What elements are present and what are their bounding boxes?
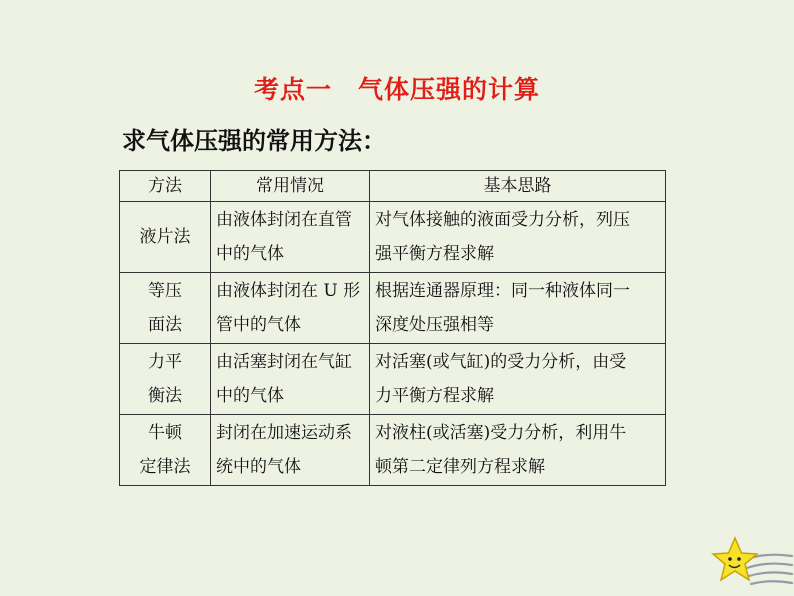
star-eye-right bbox=[737, 557, 741, 561]
idea-line: 对液柱(或活塞)受力分析，利用牛 bbox=[375, 423, 627, 443]
idea-line: 力平衡方程求解 bbox=[375, 386, 494, 406]
method-text: 衡法 bbox=[148, 386, 182, 406]
method-cell bbox=[120, 415, 211, 486]
idea-cell bbox=[370, 202, 666, 273]
case-line: 封闭在加速运动系 bbox=[216, 423, 352, 443]
method-text: 面法 bbox=[148, 315, 182, 335]
method-text: 定律法 bbox=[139, 457, 191, 477]
case-line: 中的气体 bbox=[216, 386, 284, 406]
method-text: 等压 bbox=[148, 281, 182, 301]
idea-line: 顿第二定律列方程求解 bbox=[375, 457, 545, 477]
idea-line: 强平衡方程求解 bbox=[375, 244, 494, 264]
case-cell bbox=[211, 415, 370, 486]
case-line: 管中的气体 bbox=[216, 315, 301, 335]
table-row bbox=[120, 415, 666, 486]
header-idea: 基本思路 bbox=[370, 171, 666, 202]
idea-line: 深度处压强相等 bbox=[375, 315, 494, 335]
slide-title: 考点一 气体压强的计算 bbox=[253, 75, 540, 104]
case-line: 统中的气体 bbox=[216, 457, 301, 477]
idea-line: 根据连通器原理：同一种液体同一 bbox=[375, 281, 630, 301]
header-case: 常用情况 bbox=[211, 171, 370, 202]
method-text: 力平 bbox=[148, 352, 182, 372]
method-cell bbox=[120, 273, 211, 344]
table-row bbox=[120, 202, 666, 273]
table-row bbox=[120, 273, 666, 344]
method-cell bbox=[120, 344, 211, 415]
star-body bbox=[713, 538, 757, 580]
case-cell bbox=[211, 202, 370, 273]
method-cell bbox=[120, 202, 211, 273]
idea-cell bbox=[370, 415, 666, 486]
methods-table bbox=[119, 170, 666, 486]
smiling-star-icon bbox=[705, 530, 794, 596]
table-header-row bbox=[120, 171, 666, 202]
star-eye-left bbox=[728, 557, 732, 561]
case-cell bbox=[211, 344, 370, 415]
method-text: 液片法 bbox=[139, 227, 191, 247]
case-cell bbox=[211, 273, 370, 344]
idea-cell bbox=[370, 344, 666, 415]
idea-line: 对活塞(或气缸)的受力分析，由受 bbox=[375, 352, 627, 372]
header-method: 方法 bbox=[120, 171, 211, 202]
case-line: 中的气体 bbox=[216, 244, 284, 264]
method-text: 牛顿 bbox=[148, 423, 182, 443]
idea-cell bbox=[370, 273, 666, 344]
case-line: 由液体封闭在 U 形 bbox=[216, 281, 361, 301]
slide-subtitle: 求气体压强的常用方法： bbox=[122, 126, 386, 155]
table-row bbox=[120, 344, 666, 415]
idea-line: 对气体接触的液面受力分析，列压 bbox=[375, 210, 630, 230]
case-line: 由液体封闭在直管 bbox=[216, 210, 352, 230]
case-line: 由活塞封闭在气缸 bbox=[216, 352, 352, 372]
